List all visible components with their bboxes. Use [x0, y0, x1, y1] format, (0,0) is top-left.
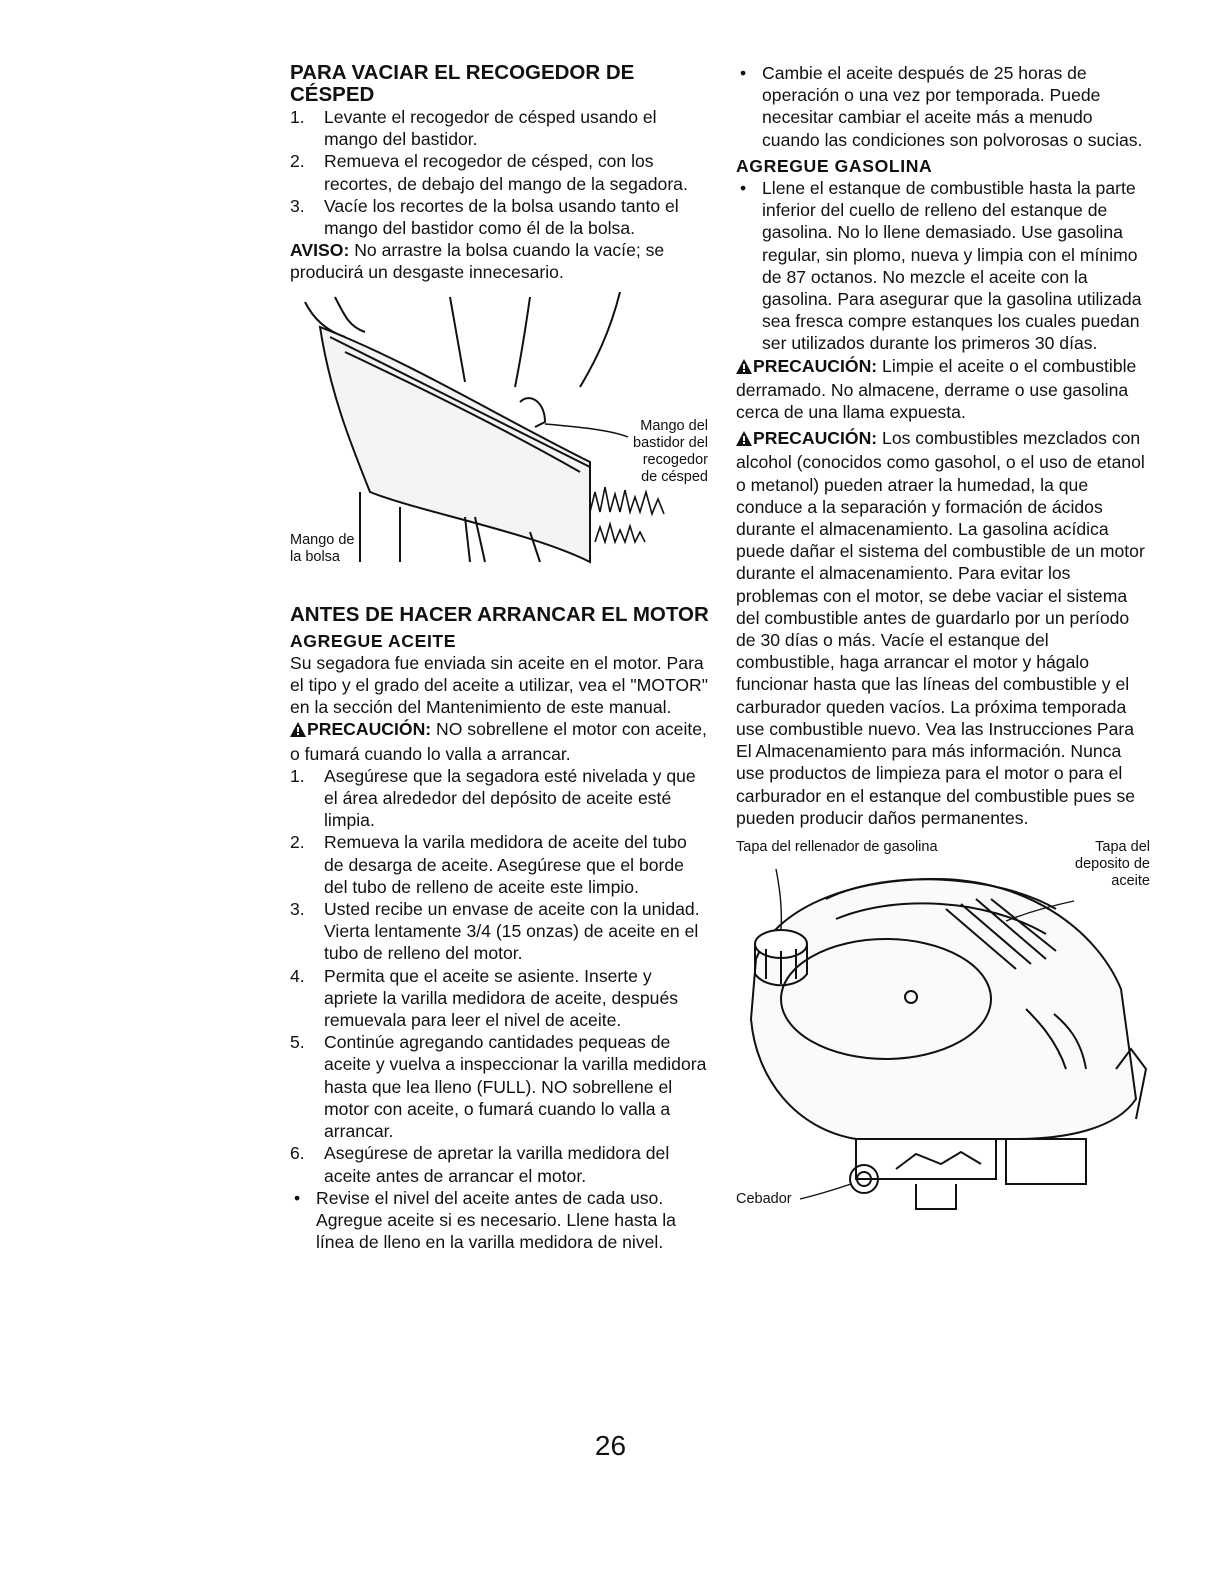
oil-caution: PRECAUCIÓN: NO sobrellene el motor con aceite, o fumará cuando lo valla a arrancar.	[290, 719, 707, 764]
list-item: 6. Asegúrese de apretar la varilla medidora del aceite antes de arrancar el motor.	[290, 1143, 670, 1186]
oil-bullets	[290, 1187, 710, 1254]
list-item: • Revise el nivel del aceite antes de cada uso. Agregue aceite si es necesario. Llene hasta la línea de lleno en la varilla medidora de nivel.	[290, 1187, 710, 1254]
oil-change-bullets	[736, 62, 1150, 151]
caution-label: PRECAUCIÓN:	[753, 355, 878, 376]
warning-icon	[736, 429, 752, 451]
list-item: 4. Permita que el aceite se asiente. Inserte y apriete la varilla medidora de aceite, después remuevala para leer el nivel de aceite.	[290, 965, 679, 1031]
list-item: 2. Remueva la varila medidora de aceite del tubo de desarga de aceite. Asegúrese que el borde del tubo de relleno de aceite este limpio.	[290, 832, 687, 897]
list-item: 3. Vacíe los recortes de la bolsa usando tanto el mango del bastidor como él de la bolsa.	[290, 195, 679, 239]
spill-caution: PRECAUCIÓN: Limpie el aceite o el combustible derramado. No almacene, derrame o use gasolina cerca de una llama expuesta.	[736, 355, 1137, 423]
caution-label: PRECAUCIÓN:	[753, 428, 878, 449]
list-item: 1. Levante el recogedor de césped usando el mango del bastidor.	[290, 107, 657, 150]
warning-icon	[736, 357, 752, 379]
oil-cap-label: Tapa del deposito de aceite	[1075, 838, 1150, 889]
list-item: 5. Continúe agregando cantidades pequeas de aceite y vuelva a inspeccionar la varilla medidora hasta que lea lleno (FULL). NO sobrellene el motor con aceite, o fumará cuando lo valla a arrancar.	[290, 1032, 707, 1142]
empty-bag-steps	[290, 106, 710, 239]
notice-text: No arrastre la bolsa cuando la vacíe; se producirá un desgaste innecesario.	[290, 240, 665, 283]
right-column	[736, 62, 1150, 1229]
list-item: 1. Asegúrese que la segadora esté nivelada y que el área alrededor del depósito de aceite esté limpia.	[290, 765, 696, 831]
list-item: • Llene el estanque de combustible hasta la parte inferior del cuello de relleno del estanque de gasolina. No lo llene demasiado. Use gasolina regular, sin plomo, nueva y limpia con el mínimo de 87 octanos. No mezcle el aceite con la gasolina. Para asegurar que la gasolina utilizada sea fresca compre estanques los cuales puedan ser utilizados durante los primeros 30 días.	[736, 177, 1150, 355]
engine-drawing	[736, 839, 1150, 1229]
list-item: 2. Remueva el recogedor de césped, con los recortes, de debajo del mango de la segadora.	[290, 151, 688, 194]
list-item: • Cambie el aceite después de 25 horas de operación o una vez por temporada. Puede necesitar cambiar el aceite más a menudo cuando las condiciones son polvorosas o sucias.	[736, 62, 1150, 151]
add-oil-steps	[290, 765, 710, 1187]
bag-handle-label: Mango de la bolsa	[290, 531, 355, 565]
page-number: 26	[594, 1430, 627, 1461]
add-oil-heading: AGREGUE ACEITE	[290, 630, 457, 651]
empty-bag-heading: PARA VACIAR EL RECOGEDOR DE CÉSPED	[290, 61, 635, 106]
notice-paragraph	[290, 239, 710, 283]
grass-bag-illustration	[290, 292, 710, 592]
list-item: 3. Usted recibe un envase de aceite con la unidad. Vierta lentamente 3/4 (15 onzas) de aceite en el tubo de relleno del motor.	[290, 899, 700, 964]
notice-label: AVISO:	[290, 240, 350, 261]
gas-cap-label: Tapa del rellenador de gasolina	[736, 838, 938, 855]
before-start-heading: ANTES DE HACER ARRANCAR EL MOTOR	[290, 602, 709, 626]
alcohol-fuel-caution: PRECAUCIÓN: Los combustibles mezclados con alcohol (conocidos como gasohol, o el uso de etanol o metanol) pueden atraer la humedad, la que conduce a la separación y formación de ácidos durante el almacenamiento. La gasolina acídica puede dañar el sistema del combustible de un motor durante el almacenamiento. Para evitar los problemas con el motor, se debe vaciar el sistema del combustible antes de guardarlo por un período de 30 días o más. Vacíe el estanque del combustible, haga arrancar el motor y hágalo funcionar hasta que las líneas del combustible y el carburador queden vacíos. La próxima temporada use combustible nuevo. Vea las Instrucciones Para El Almacenamiento para más información. Nunca use productos de limpieza para el motor o para el carburador en el estanque del combustible pues se pueden producir daños permanentes.	[736, 428, 1145, 828]
oil-intro: Su segadora fue enviada sin aceite en el motor. Para el tipo y el grado del aceite a utilizar, vea el "MOTOR" en la sección del Mantenimiento de este manual.	[290, 652, 708, 718]
frame-handle-label: Mango del bastidor del recogedor de césped	[633, 417, 708, 485]
engine-illustration	[736, 839, 1150, 1229]
primer-label: Cebador	[736, 1190, 792, 1207]
add-gas-heading: AGREGUE GASOLINA	[736, 155, 933, 176]
caution-label: PRECAUCIÓN:	[307, 719, 432, 740]
gas-bullets	[736, 177, 1150, 355]
warning-icon	[290, 720, 306, 742]
left-column	[290, 62, 710, 1253]
